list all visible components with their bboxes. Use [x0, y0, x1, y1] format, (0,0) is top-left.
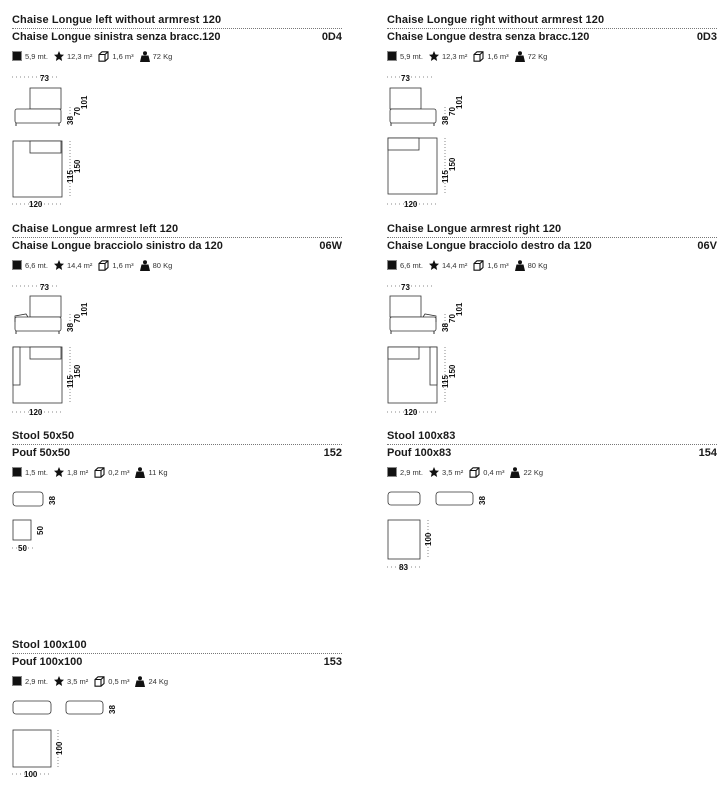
weight-icon [515, 51, 525, 62]
dim-width-top: 73 [40, 74, 49, 83]
product-card-06w [12, 222, 342, 271]
spec-weight: 24 Kg [148, 676, 169, 686]
dim-depth2: 150 [448, 364, 457, 378]
divider [12, 27, 342, 29]
dim-h3: 101 [455, 95, 464, 109]
divider [12, 443, 342, 445]
product-title-en: Stool 100x83 [387, 430, 456, 442]
spec-volume: 1,6 m³ [487, 51, 509, 61]
weight-icon [135, 676, 145, 687]
dim-depth2: 150 [73, 364, 82, 378]
dim-h2: 70 [448, 107, 457, 116]
fabric-icon [12, 260, 22, 270]
dim-depth: 100 [55, 741, 64, 755]
dim-width-top: 73 [401, 283, 410, 292]
fabric-icon [387, 467, 397, 477]
leather-icon [54, 676, 64, 686]
fabric-icon [387, 260, 397, 270]
weight-icon [135, 467, 145, 478]
product-title-en: Chaise Longue armrest right 120 [387, 223, 562, 235]
product-card-152 [12, 429, 342, 478]
dim-width-bottom: 120 [29, 200, 43, 209]
spec-leather: 1,8 m² [66, 467, 89, 477]
stool-drawing-153 [12, 697, 132, 787]
weight-icon [510, 467, 520, 478]
weight-icon [515, 260, 525, 271]
divider [12, 236, 342, 238]
product-code: 152 [323, 447, 342, 459]
spec-leather: 12,3 m² [441, 51, 468, 61]
dim-height: 38 [478, 496, 487, 505]
product-code: 06W [319, 240, 342, 252]
divider [387, 27, 717, 29]
volume-cube-icon [469, 467, 480, 478]
stool-drawing-152 [12, 488, 72, 558]
spec-volume: 1,6 m³ [112, 51, 134, 61]
dim-h3: 101 [80, 302, 89, 316]
spec-volume: 0,2 m³ [108, 467, 130, 477]
volume-cube-icon [98, 260, 109, 271]
spec-row [12, 259, 342, 271]
volume-cube-icon [473, 260, 484, 271]
chaise-drawing-0d3 [387, 73, 477, 213]
spec-fabric: 6,6 mt. [25, 260, 48, 270]
spec-row [12, 50, 342, 62]
dim-h1: 38 [66, 323, 75, 332]
product-title-en: Chaise Longue armrest left 120 [12, 223, 179, 235]
dim-depth1: 115 [441, 170, 450, 183]
product-code: 06V [697, 240, 717, 252]
product-card-06v [387, 222, 717, 271]
product-card-153 [12, 638, 342, 687]
dim-width: 83 [399, 563, 408, 572]
fabric-icon [12, 51, 22, 61]
product-title-it: Pouf 100x100 [12, 656, 83, 668]
product-card-0d3 [387, 13, 717, 62]
dim-h2: 70 [448, 314, 457, 323]
dim-depth2: 150 [73, 159, 82, 173]
spec-row [387, 466, 717, 478]
leather-icon [54, 51, 64, 61]
dim-h1: 38 [441, 116, 450, 125]
product-title-en: Chaise Longue right without armrest 120 [387, 14, 605, 26]
dim-depth1: 115 [441, 375, 450, 388]
volume-cube-icon [94, 676, 105, 687]
dim-width-bottom: 120 [404, 200, 418, 209]
spec-volume: 1,6 m³ [487, 260, 509, 270]
dim-depth1: 115 [66, 170, 75, 183]
dim-width-bottom: 120 [29, 408, 43, 417]
spec-weight: 72 Kg [527, 51, 548, 61]
leather-icon [429, 260, 439, 270]
divider [12, 652, 342, 654]
dim-h3: 101 [455, 302, 464, 316]
divider [387, 443, 717, 445]
leather-icon [429, 467, 439, 477]
spec-volume: 0,4 m³ [483, 467, 505, 477]
dim-h3: 101 [80, 95, 89, 109]
leather-icon [429, 51, 439, 61]
dim-depth: 100 [424, 532, 433, 546]
product-title-en: Stool 100x100 [12, 639, 87, 651]
dim-height: 38 [48, 496, 57, 505]
dim-width-top: 73 [401, 74, 410, 83]
volume-cube-icon [98, 51, 109, 62]
dim-h1: 38 [66, 116, 75, 125]
stool-drawing-154 [387, 488, 497, 578]
product-title-it: Pouf 100x83 [387, 447, 452, 459]
dim-h2: 70 [73, 107, 82, 116]
spec-weight: 22 Kg [523, 467, 544, 477]
fabric-icon [387, 51, 397, 61]
spec-leather: 12,3 m² [66, 51, 93, 61]
product-code: 153 [323, 656, 342, 668]
leather-icon [54, 467, 64, 477]
spec-weight: 80 Kg [527, 260, 548, 270]
dim-width-top: 73 [40, 283, 49, 292]
spec-fabric: 1,5 mt. [25, 467, 48, 477]
product-title-en: Chaise Longue left without armrest 120 [12, 14, 222, 26]
spec-leather: 3,5 m² [66, 676, 89, 686]
weight-icon [140, 260, 150, 271]
spec-leather: 3,5 m² [441, 467, 464, 477]
dim-width: 100 [24, 770, 38, 779]
product-card-0d4 [12, 13, 342, 62]
spec-row [12, 675, 342, 687]
spec-fabric: 5,9 mt. [400, 51, 423, 61]
divider [387, 236, 717, 238]
product-title-en: Stool 50x50 [12, 430, 75, 442]
fabric-icon [12, 467, 22, 477]
dim-depth: 50 [36, 526, 45, 535]
spec-fabric: 6,6 mt. [400, 260, 423, 270]
dim-width-bottom: 120 [404, 408, 418, 417]
volume-cube-icon [473, 51, 484, 62]
spec-weight: 11 Kg [148, 467, 168, 477]
spec-row [12, 466, 342, 478]
product-title-it: Chaise Longue destra senza bracc.120 [387, 31, 590, 43]
spec-leather: 14,4 m² [66, 260, 93, 270]
spec-weight: 72 Kg [152, 51, 173, 61]
leather-icon [54, 260, 64, 270]
dim-height: 38 [108, 705, 117, 714]
spec-fabric: 2,9 mt. [25, 676, 48, 686]
chaise-drawing-06w [12, 282, 102, 422]
dim-depth1: 115 [66, 375, 75, 388]
product-code: 0D3 [696, 31, 717, 43]
product-title-it: Pouf 50x50 [12, 447, 71, 459]
product-title-it: Chaise Longue bracciolo sinistro da 120 [12, 240, 223, 252]
dim-h2: 70 [73, 314, 82, 323]
spec-row [387, 50, 717, 62]
dim-width: 50 [18, 544, 27, 553]
spec-fabric: 5,9 mt. [25, 51, 48, 61]
dim-h1: 38 [441, 323, 450, 332]
weight-icon [140, 51, 150, 62]
volume-cube-icon [94, 467, 105, 478]
fabric-icon [12, 676, 22, 686]
product-card-154 [387, 429, 717, 478]
product-title-it: Chaise Longue bracciolo destro da 120 [387, 240, 592, 252]
product-code: 154 [698, 447, 717, 459]
chaise-drawing-06v [387, 282, 477, 422]
chaise-drawing-0d4 [12, 73, 102, 213]
product-title-it: Chaise Longue sinistra senza bracc.120 [12, 31, 221, 43]
spec-leather: 14,4 m² [441, 260, 468, 270]
spec-row [387, 259, 717, 271]
spec-volume: 1,6 m³ [112, 260, 134, 270]
spec-weight: 80 Kg [152, 260, 173, 270]
spec-fabric: 2,9 mt. [400, 467, 423, 477]
spec-volume: 0,5 m³ [108, 676, 130, 686]
product-code: 0D4 [321, 31, 342, 43]
dim-depth2: 150 [448, 157, 457, 171]
